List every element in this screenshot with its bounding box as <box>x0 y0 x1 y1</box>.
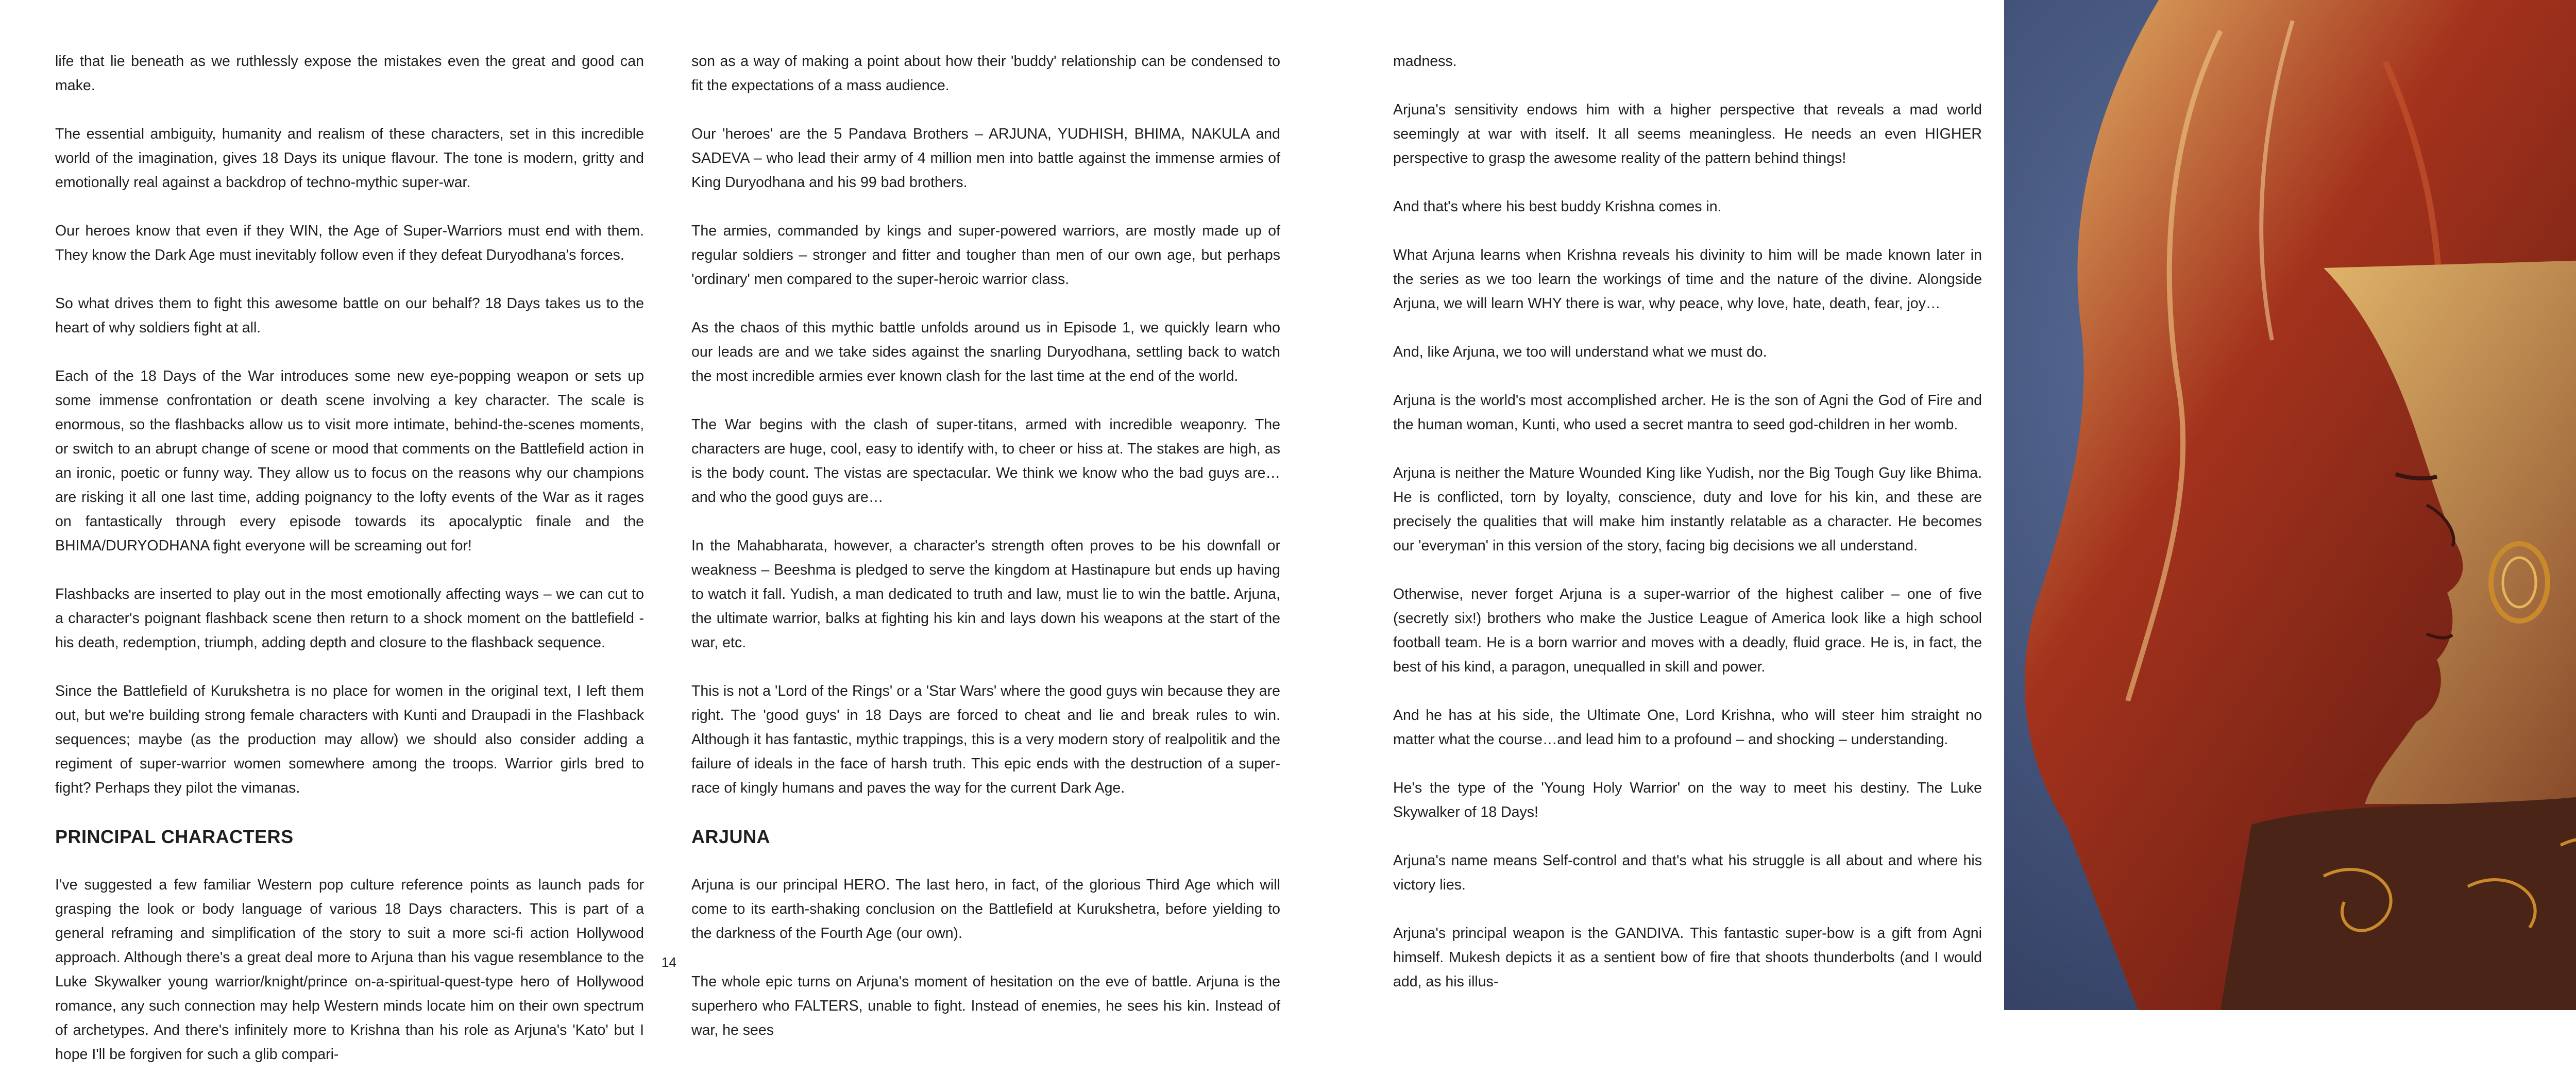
paragraph: Arjuna's principal weapon is the GANDIVA. This fantastic super-bow is a gift from Agni himself. Mukesh depicts it as a sentient bow of fire that shoots thunderbolts (and I would add, as his illus- <box>1393 925 1982 990</box>
text-column-2 <box>691 49 1280 1067</box>
section-heading: ARJUNA <box>691 826 771 847</box>
paragraph: Otherwise, never forget Arjuna is a super-warrior of the highest caliber – one of five (secretly six!) brothers who make the Justice League of America look like a high school football team. He is a born warrior and moves with a deadly, fluid grace. He is, in fact, the best of his kind, a paragon, unequalled in skill and power. <box>1393 586 1982 675</box>
paragraph: And he has at his side, the Ultimate One, Lord Krishna, who will steer him straight no matter what the course…and lead him to a profound – and shocking – understanding. <box>1393 707 1982 748</box>
paragraph: Our 'heroes' are the 5 Pandava Brothers – ARJUNA, YUDHISH, BHIMA, NAKULA and SADEVA – who lead their army of 4 million men into battle against the immense armies of King Duryodhana and his 99 bad brothers. <box>691 126 1280 191</box>
paragraph: He's the type of the 'Young Holy Warrior' on the way to meet his destiny. The Luke Skywalker of 18 Days! <box>1393 780 1982 820</box>
paragraph: So what drives them to fight this awesome battle on our behalf? 18 Days takes us to the heart of why soldiers fight at all. <box>55 295 644 336</box>
paragraph: Arjuna's name means Self-control and that's what his struggle is all about and where his victory lies. <box>1393 852 1982 893</box>
section-heading: PRINCIPAL CHARACTERS <box>55 826 294 847</box>
text-column-1 <box>55 49 644 1091</box>
paragraph: Flashbacks are inserted to play out in the most emotionally affecting ways – we can cut to a character's poignant flashback scene then return to a shock moment on the battlefield - his death, redemption, triumph, adding depth and closure to the flashback sequence. <box>55 586 644 651</box>
paragraph: And that's where his best buddy Krishna comes in. <box>1393 198 1722 215</box>
portrait-svg <box>2004 0 2576 1010</box>
paragraph: Our heroes know that even if they WIN, the Age of Super-Warriors must end with them. They know the Dark Age must inevitably follow even if they defeat Duryodhana's forces. <box>55 223 644 263</box>
paragraph: Each of the 18 Days of the War introduces some new eye-popping weapon or sets up some immense confrontation or death scene involving a key character. The scale is enormous, so the flashbacks allow us to visit more intimate, behind-the-scenes moments, or switch to an abrupt change of scene or mood that comments on the Battlefield action in an ironic, poetic or funny way. They allow us to focus on the reasons why our champions are risking it all one last time, adding poignancy to the lofty events of the War as it rages on fantastically through every episode towards its apocalyptic finale and the BHIMA/DURYODHANA fight everyone will be screaming out for! <box>55 368 644 554</box>
paragraph: The War begins with the clash of super-titans, armed with incredible weaponry. The characters are huge, cool, easy to identify with, to cheer or hiss at. The stakes are high, as is the body count. The vistas are spectacular. We think we know who the bad guys are…and who the good guys are… <box>691 416 1280 506</box>
paragraph: The whole epic turns on Arjuna's moment of hesitation on the eve of battle. Arjuna is the superhero who FALTERS, unable to fight. Instead of enemies, he sees his kin. Instead of war, he sees <box>691 973 1280 1038</box>
paragraph: The armies, commanded by kings and super-powered warriors, are mostly made up of regular soldiers – stronger and fitter and tougher than men of our own age, but perhaps 'ordinary' men compared to the super-heroic warrior class. <box>691 223 1280 288</box>
arjuna-portrait-illustration <box>2004 0 2576 1010</box>
paragraph: Since the Battlefield of Kurukshetra is no place for women in the original text, I left them out, but we're building strong female characters with Kunti and Draupadi in the Flashback sequences; maybe (as the production may allow) we should also consider adding a regiment of super-warrior women somewhere among the troops. Warrior girls bred to fight? Perhaps they pilot the vimanas. <box>55 683 644 796</box>
paragraph: And, like Arjuna, we too will understand what we must do. <box>1393 344 1767 360</box>
text-column-3 <box>1393 49 1982 1018</box>
paragraph: As the chaos of this mythic battle unfolds around us in Episode 1, we quickly learn who our leads are and we take sides against the snarling Duryodhana, settling back to watch the most incredible armies ever known clash for the last time at the end of the world. <box>691 320 1280 384</box>
paragraph: In the Mahabharata, however, a character's strength often proves to be his downfall or weakness – Beeshma is pledged to serve the kingdom at Hastinapure but ends up having to watch it fall. Yudish, a man dedicated to truth and law, must lie to win the battle. Arjuna, the ultimate warrior, balks at fighting his kin and lays down his weapons at the start of the war, etc. <box>691 538 1280 651</box>
paragraph: Arjuna is the world's most accomplished archer. He is the son of Agni the God of Fire and the human woman, Kunti, who used a secret mantra to seed god-children in her womb. <box>1393 392 1982 433</box>
paragraph: I've suggested a few familiar Western pop culture reference points as launch pads for grasping the look or body language of various 18 Days characters. This is part of a general reframing and simplification of the story to suit a more sci-fi action Hollywood approach. Although there's a great deal more to Arjuna than his vague resemblance to the Luke Skywalker young warrior/knight/prince on-a-spiritual-quest-type hero of Hollywood romance, any such connection may help Western minds locate him on their own spectrum of archetypes. And there's infinitely more to Krishna than his role as Arjuna's 'Kato' but I hope I'll be forgiven for such a glib compari- <box>55 877 644 1063</box>
paragraph: Arjuna is neither the Mature Wounded King like Yudish, nor the Big Tough Guy like Bhima. He is conflicted, torn by loyalty, conscience, duty and love for his kin, and these are precisely the qualities that will make him instantly relatable as a character. He becomes our 'everyman' in this version of the story, facing big decisions we all understand. <box>1393 465 1982 554</box>
paragraph: life that lie beneath as we ruthlessly expose the mistakes even the great and good can make. <box>55 53 644 94</box>
paragraph: Arjuna's sensitivity endows him with a higher perspective that reveals a mad world seemingly at war with itself. It all seems meaningless. He needs an even HIGHER perspective to grasp the awesome reality of the pattern behind things! <box>1393 102 1982 166</box>
paragraph: This is not a 'Lord of the Rings' or a 'Star Wars' where the good guys win because they are right. The 'good guys' in 18 Days are forced to cheat and lie and break rules to win. Although it has fantastic, mythic trappings, this is a very modern story of realpolitik and the failure of ideals in the face of harsh truth. This epic ends with the destruction of a super-race of kingly humans and paves the way for the current Dark Age. <box>691 683 1280 796</box>
paragraph: son as a way of making a point about how their 'buddy' relationship can be condensed to fit the expectations of a mass audience. <box>691 53 1280 94</box>
paragraph: The essential ambiguity, humanity and realism of these characters, set in this incredible world of the imagination, gives 18 Days its unique flavour. The tone is modern, gritty and emotionally real against a backdrop of techno-mythic super-war. <box>55 126 644 191</box>
page-number: 14 <box>662 954 676 970</box>
paragraph: Arjuna is our principal HERO. The last hero, in fact, of the glorious Third Age which will come to its earth-shaking conclusion on the Battlefield at Kurukshetra, before yielding to the darkness of the Fourth Age (our own). <box>691 877 1280 942</box>
paragraph: What Arjuna learns when Krishna reveals his divinity to him will be made known later in the series as we too learn the workings of time and the nature of the divine. Alongside Arjuna, we will learn WHY there is war, why peace, why love, hate, death, fear, joy… <box>1393 247 1982 312</box>
paragraph: madness. <box>1393 53 1457 70</box>
